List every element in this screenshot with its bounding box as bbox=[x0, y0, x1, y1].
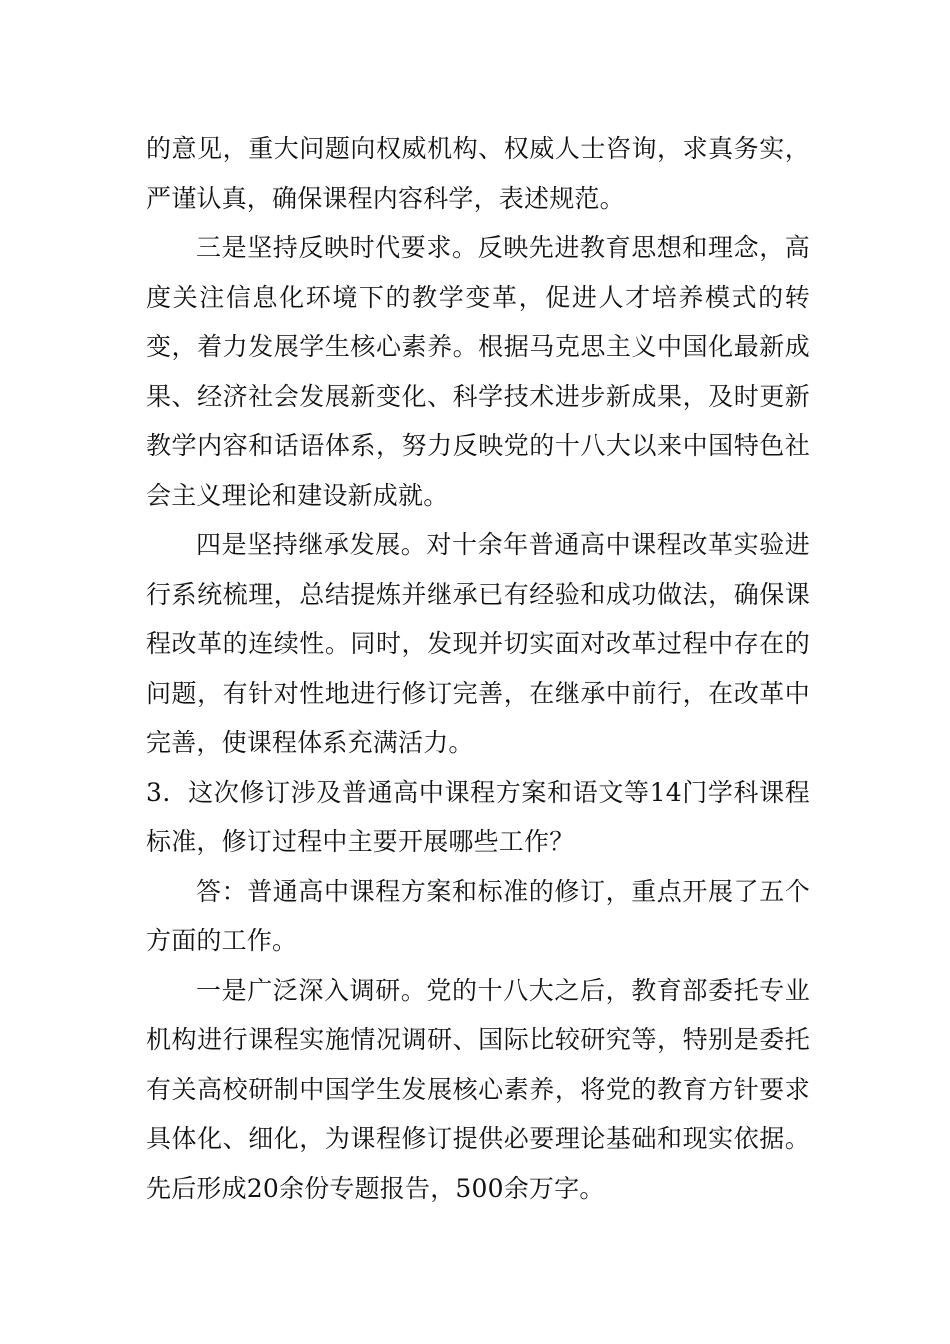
document-body bbox=[146, 124, 810, 1213]
paragraph-point-three: 三是坚持反映时代要求。反映先进教育思想和理念，高度关注信息化环境下的教学变革，促进人才培养模式的转变，着力发展学生核心素养。根据马克思主义中国化最新成果、经济社会发展新变化、科学技术进步新成果，及时更新教学内容和话语体系，努力反映党的十八大以来中国特色社会主义理论和建设新成就。 bbox=[146, 233, 810, 510]
question-heading-3: 3．这次修订涉及普通高中课程方案和语文等14门学科课程标准，修订过程中主要开展哪些工作？ bbox=[146, 777, 810, 856]
answer-paragraph: 答：普通高中课程方案和标准的修订，重点开展了五个方面的工作。 bbox=[146, 876, 810, 955]
paragraph-point-one: 一是广泛深入调研。党的十八大之后，教育部委托专业机构进行课程实施情况调研、国际比较研究等，特别是委托有关高校研制中国学生发展核心素养，将党的教育方针要求具体化、细化，为课程修订提供必要理论基础和现实依据。先后形成20余份专题报告，500余万字。 bbox=[146, 975, 810, 1203]
paragraph-point-four: 四是坚持继承发展。对十余年普通高中课程改革实验进行系统梳理，总结提炼并继承已有经验和成功做法，确保课程改革的连续性。同时，发现并切实面对改革过程中存在的问题，有针对性地进行修订完善，在继承中前行，在改革中完善，使课程体系充满活力。 bbox=[146, 530, 810, 757]
paragraph-continuation: 的意见，重大问题向权威机构、权威人士咨询，求真务实，严谨认真，确保课程内容科学，表述规范。 bbox=[146, 134, 810, 213]
